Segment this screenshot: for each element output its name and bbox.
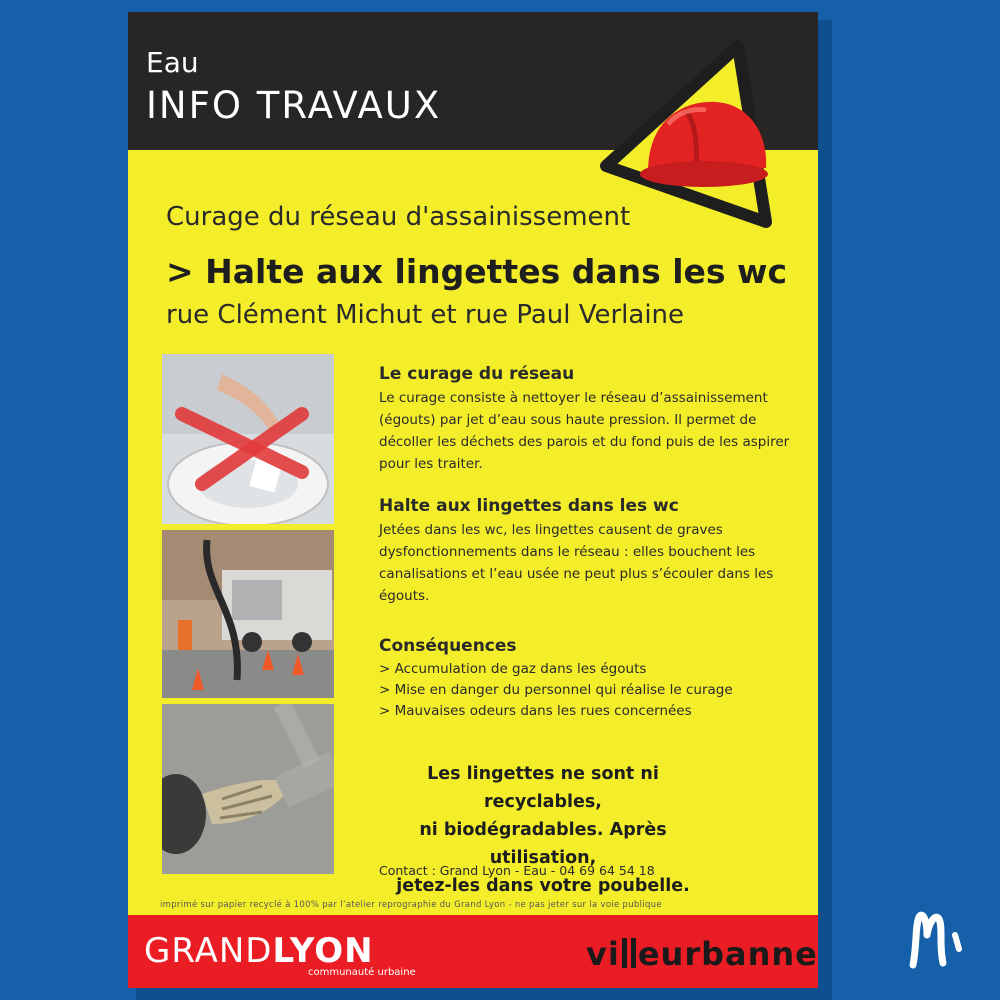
contact-info: Contact : Grand Lyon - Eau - 04 69 64 54 18 bbox=[379, 863, 655, 878]
villeurbanne-bar bbox=[622, 938, 627, 968]
section-lingettes bbox=[379, 496, 799, 607]
callout-message bbox=[368, 760, 718, 900]
photo-clogged-wipes bbox=[162, 704, 334, 874]
grandlyon-logo bbox=[144, 931, 374, 971]
footer-bar bbox=[128, 915, 818, 988]
callout-line: ni biodégradables. Après utilisation, bbox=[419, 820, 667, 868]
headline-streets: rue Clément Michut et rue Paul Verlaine bbox=[166, 300, 685, 330]
section-title: Le curage du réseau bbox=[379, 364, 575, 384]
section-body: Jetées dans les wc, les lingettes causent de graves dysfonctionnements dans le réseau : elles bouchent les canalisations et l’eau usée ne peut plus s’écouler dans les égouts. bbox=[379, 522, 774, 604]
headline-subtitle: Curage du réseau d'assainissement bbox=[166, 202, 631, 232]
section-curage bbox=[379, 364, 799, 475]
headline-main: > Halte aux lingettes dans les wc bbox=[166, 252, 788, 291]
grandlyon-grand: GRAND bbox=[144, 931, 273, 971]
m-brand-logo bbox=[905, 905, 965, 975]
header-category: Eau bbox=[146, 46, 199, 79]
callout-line: jetez-les dans votre poubelle. bbox=[396, 876, 690, 896]
list-item: > Mauvaises odeurs dans les rues concernées bbox=[379, 703, 692, 719]
section-title: Halte aux lingettes dans les wc bbox=[379, 496, 679, 516]
grandlyon-subtitle: communauté urbaine bbox=[308, 967, 416, 978]
printed-note: imprimé sur papier recyclé à 100% par l’atelier reprographie du Grand Lyon - ne pas jeter sur la voie publique bbox=[160, 900, 662, 910]
villeurbanne-left: vi bbox=[586, 935, 620, 973]
villeurbanne-logo bbox=[586, 935, 818, 973]
section-body: Le curage consiste à nettoyer le réseau d’assainissement (égouts) par jet d’eau sous haute pression. Il permet de décoller les déchets des parois et du fond puis de les aspirer pour les traiter. bbox=[379, 390, 790, 472]
list-item: > Accumulation de gaz dans les égouts bbox=[379, 661, 647, 677]
header-title: INFO TRAVAUX bbox=[146, 84, 442, 127]
villeurbanne-right: eurbanne bbox=[637, 935, 818, 973]
grandlyon-lyon: LYON bbox=[272, 931, 374, 971]
list-item: > Mise en danger du personnel qui réalise le curage bbox=[379, 682, 733, 698]
photo-sewer-truck bbox=[162, 530, 334, 698]
photo-toilet-wipe bbox=[162, 354, 334, 524]
callout-line: Les lingettes ne sont ni recyclables, bbox=[427, 764, 659, 812]
villeurbanne-bar bbox=[631, 938, 636, 968]
section-consequences bbox=[379, 636, 799, 722]
section-title: Conséquences bbox=[379, 636, 517, 656]
poster bbox=[128, 12, 818, 988]
consequences-list bbox=[379, 659, 799, 722]
